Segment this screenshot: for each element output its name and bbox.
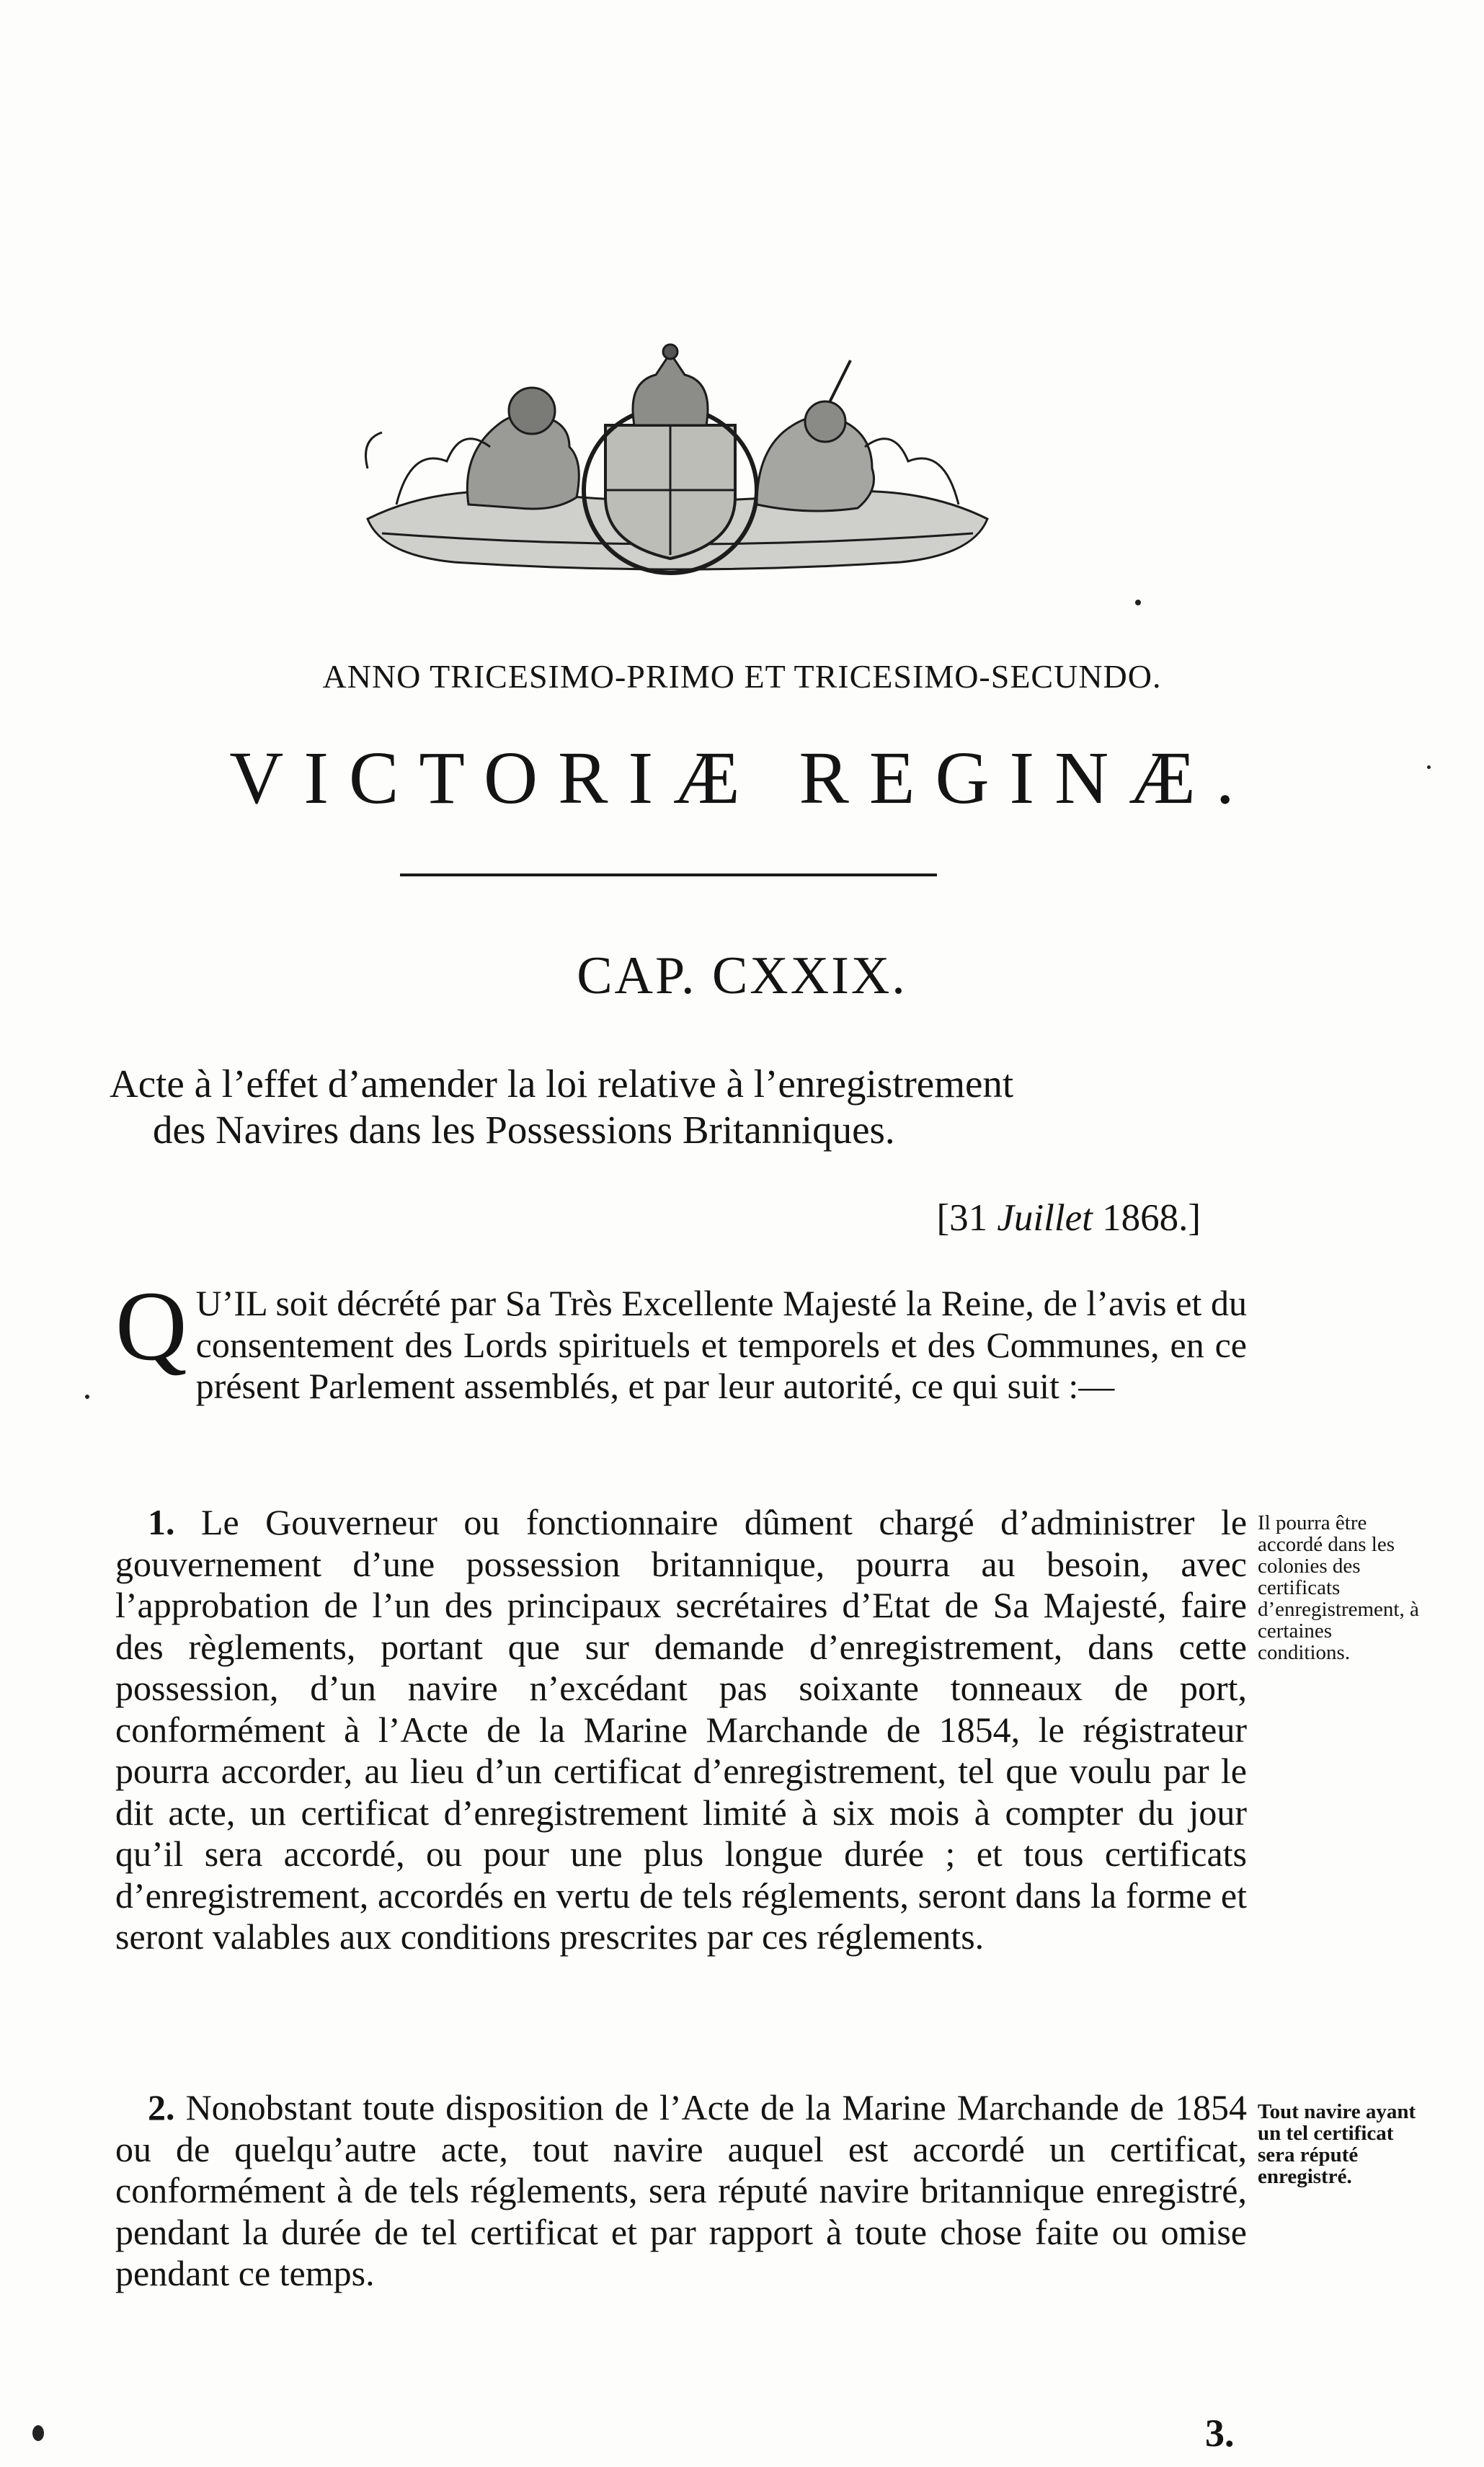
act-title [110, 1061, 1248, 1153]
regnal-year-heading: ANNO TRICESIMO-PRIMO ET TRICESIMO-SECUNDO. [322, 658, 1162, 695]
section-2-number: 2. [148, 2087, 175, 2128]
scan-speck [85, 1395, 89, 1399]
drop-cap: Q [115, 1271, 187, 1381]
section-1-text: Le Gouverneur ou fonctionnaire dûment chargé d’administrer le gouvernement d’une possession britannique, pourra au besoin, avec l’approbation de l’un des principaux secrétaires d’Etat de Sa Majesté, faire des règlements, portant que sur demande d’enregistrement, dans cette possession, d’un navire n’excédant pas soixante tonneaux de port, conformément à l’Acte de la Marine Marchande de 1854, le régistrateur pourra accorder, au lieu d’un certificat d’enregistrement, tel que voulu par le dit acte, un certificat d’enregistrement limité à six mois à compter du jour qu’il sera accordé, ou pour une plus longue durée ; et tous certificats d’enregistrement, accordés en vertu de tels réglements, seront dans la forme et seront valables aux conditions prescrites par ces réglements. [115, 1502, 1248, 1957]
heading-divider [400, 874, 937, 876]
assent-date [936, 1196, 1201, 1240]
section-2-text: Nonobstant toute disposition de l’Acte de la Marine Marchande de 1854 ou de quelqu’autre acte, tout navire auquel est accordé un certificat, conformément à de tels réglements, sera réputé navire britannique enregistré, pendant la durée de tel certificat et par rapport à toute chose faite ou omise pendant ce temps. [115, 2087, 1247, 2293]
assent-date-close: 1868.] [1092, 1197, 1201, 1239]
act-title-line-2: des Navires dans les Possessions Britanniques. [153, 1108, 895, 1152]
enacting-clause-text: U’IL soit décrété par Sa Très Excellente Majesté la Reine, de l’avis et du consentement des Lords spirituels et temporels et des Communes, en ce présent Parlement assemblés, et par leur autorité, ce qui suit :— [195, 1283, 1247, 1406]
scan-speck [1135, 600, 1141, 605]
royal-coat-of-arms-icon [353, 339, 1002, 584]
assent-date-open: [31 [936, 1197, 998, 1239]
scan-speck [32, 2425, 44, 2441]
marginal-note-section-2: Tout navire ayant un tel certificat sera réputé enregistré. [1258, 2100, 1416, 2188]
section-1-number: 1. [148, 1502, 175, 1542]
enacting-clause [115, 1271, 1247, 1408]
scan-speck [1427, 765, 1431, 769]
sovereign-heading: VICTORIÆ REGINÆ. [229, 737, 1255, 819]
section-1 [115, 1502, 1247, 1958]
act-title-line-1: Acte à l’effet d’amender la loi relative à l’enregistrement [110, 1062, 1014, 1106]
marginal-note-section-1: Il pourra être accordé dans les colonies des certificats d’enregistrement, à certaines conditions. [1258, 1511, 1419, 1664]
assent-date-month: Juillet [997, 1197, 1093, 1239]
page-number: 3. [1205, 2412, 1235, 2455]
section-2 [115, 2087, 1247, 2295]
chapter-number: CAP. CXXIX. [577, 946, 907, 1005]
